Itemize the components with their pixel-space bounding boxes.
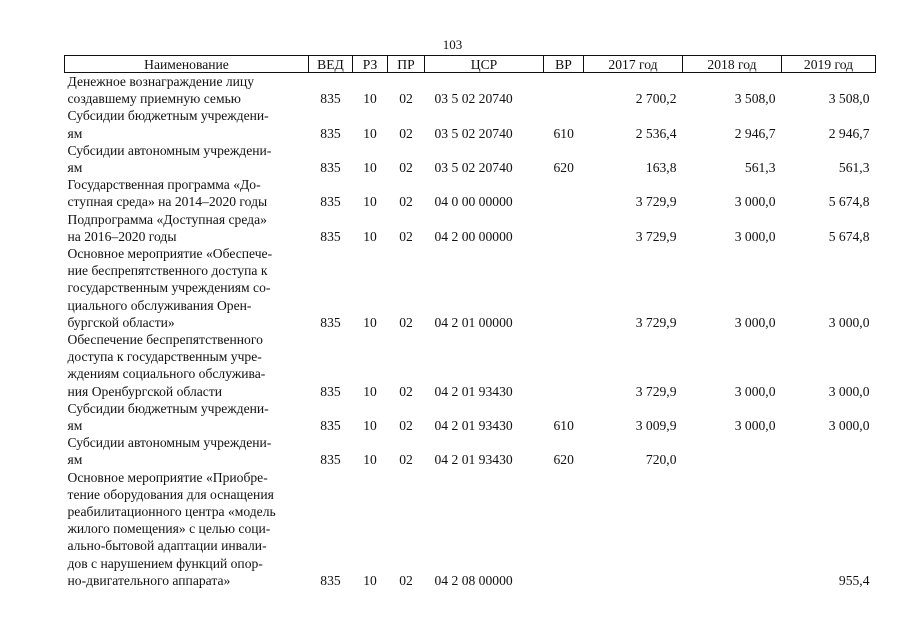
- table-row: [65, 142, 876, 176]
- cell-pr: 02: [399, 314, 413, 330]
- column-header-2018: 2018 год: [683, 56, 782, 73]
- row-name-line: Государственная программа «До-: [67, 177, 261, 193]
- table-row: [65, 73, 876, 108]
- cell-ved: 835: [320, 452, 341, 468]
- cell-2018: 561,3: [744, 160, 776, 176]
- row-name: [65, 176, 309, 210]
- row-name-line: но-двигательного аппарата»: [67, 572, 231, 588]
- row-name-line: циального обслуживания Орен-: [67, 297, 252, 313]
- cell-2017: 2 700,2: [635, 91, 677, 107]
- column-header-name: Наименование: [65, 56, 309, 73]
- cell-2019: 2 946,7: [828, 125, 870, 141]
- cell-2018: 3 000,0: [734, 314, 776, 330]
- cell-pr: 02: [399, 160, 413, 176]
- cell-pr: 02: [399, 383, 413, 399]
- cell-2018: 3 508,0: [734, 91, 776, 107]
- table-row: [65, 245, 876, 331]
- row-name: [65, 73, 309, 108]
- cell-rz: 10: [363, 383, 377, 399]
- column-header-rz: РЗ: [353, 56, 388, 73]
- cell-2017: 163,8: [645, 160, 677, 176]
- table-row: [65, 211, 876, 245]
- cell-ved: 835: [320, 228, 341, 244]
- cell-2018: 3 000,0: [734, 228, 776, 244]
- cell-ved: 835: [320, 383, 341, 399]
- row-name-line: ям: [67, 418, 83, 434]
- budget-table: [64, 55, 876, 589]
- cell-ved: 835: [320, 194, 341, 210]
- cell-ved: 835: [320, 160, 341, 176]
- cell-csr: 04 2 08 00000: [434, 572, 513, 588]
- row-name: [65, 107, 309, 141]
- row-name: [65, 469, 309, 589]
- cell-2019: 955,4: [838, 572, 870, 588]
- row-name-line: создавшему приемную семью: [67, 91, 241, 107]
- column-header-vr: ВР: [544, 56, 584, 73]
- row-name: [65, 434, 309, 468]
- cell-2019: 561,3: [838, 160, 870, 176]
- cell-2019: 3 000,0: [828, 418, 870, 434]
- cell-vr: [544, 211, 584, 245]
- cell-csr: 03 5 02 20740: [434, 160, 513, 176]
- row-name-line: Подпрограмма «Доступная среда»: [67, 211, 267, 227]
- cell-rz: 10: [363, 418, 377, 434]
- row-name-line: Субсидии бюджетным учреждени-: [67, 108, 269, 124]
- row-name-line: Основное мероприятие «Приобре-: [67, 469, 268, 485]
- column-header-ved: ВЕД: [309, 56, 353, 73]
- cell-2019: 3 508,0: [828, 91, 870, 107]
- row-name-line: тение оборудования для оснащения: [67, 486, 274, 502]
- cell-2018: 2 946,7: [734, 125, 776, 141]
- cell-csr: 03 5 02 20740: [434, 125, 513, 141]
- table-row: [65, 107, 876, 141]
- cell-2017: 720,0: [645, 452, 677, 468]
- cell-rz: 10: [363, 125, 377, 141]
- cell-rz: 10: [363, 228, 377, 244]
- cell-ved: 835: [320, 418, 341, 434]
- table-row: [65, 331, 876, 400]
- cell-2017: 3 729,9: [635, 383, 677, 399]
- row-name-line: дов с нарушением функций опор-: [67, 555, 263, 571]
- cell-csr: 04 2 01 00000: [434, 314, 513, 330]
- cell-2018: 3 000,0: [734, 194, 776, 210]
- row-name-line: Обеспечение беспрепятственного: [67, 332, 263, 348]
- cell-rz: 10: [363, 91, 377, 107]
- cell-pr: 02: [399, 228, 413, 244]
- cell-pr: 02: [399, 572, 413, 588]
- row-name-line: Основное мероприятие «Обеспече-: [67, 246, 273, 262]
- row-name-line: бургской области»: [67, 314, 175, 330]
- row-name-line: Субсидии автономным учреждени-: [67, 435, 272, 451]
- row-name: [65, 245, 309, 331]
- cell-2017: 3 729,9: [635, 228, 677, 244]
- cell-vr: [544, 73, 584, 108]
- row-name-line: Денежное вознаграждение лицу: [67, 74, 255, 89]
- column-header-2019: 2019 год: [782, 56, 876, 73]
- cell-ved: 835: [320, 314, 341, 330]
- cell-2019: 3 000,0: [828, 314, 870, 330]
- cell-pr: 02: [399, 125, 413, 141]
- cell-vr: 610: [553, 418, 574, 434]
- cell-ved: 835: [320, 125, 341, 141]
- cell-pr: 02: [399, 91, 413, 107]
- cell-pr: 02: [399, 418, 413, 434]
- cell-2017: 3 729,9: [635, 314, 677, 330]
- cell-2019: [782, 434, 876, 468]
- cell-rz: 10: [363, 572, 377, 588]
- row-name: [65, 142, 309, 176]
- table-row: [65, 400, 876, 434]
- cell-2017: 3 009,9: [635, 418, 677, 434]
- cell-pr: 02: [399, 452, 413, 468]
- row-name-line: ждениям социального обслужива-: [67, 366, 266, 382]
- row-name-line: ступная среда» на 2014–2020 годы: [67, 194, 268, 210]
- row-name-line: реабилитационного центра «модель: [67, 504, 276, 520]
- column-header-2017: 2017 год: [584, 56, 683, 73]
- row-name-line: ния Оренбургской области: [67, 383, 223, 399]
- row-name-line: ям: [67, 125, 83, 141]
- cell-rz: 10: [363, 194, 377, 210]
- column-header-pr: ПР: [388, 56, 425, 73]
- cell-2019: 5 674,8: [828, 228, 870, 244]
- cell-rz: 10: [363, 160, 377, 176]
- cell-2018: [683, 469, 782, 589]
- cell-vr: 610: [553, 125, 574, 141]
- cell-csr: 03 5 02 20740: [434, 91, 513, 107]
- table-row: [65, 434, 876, 468]
- row-name: [65, 331, 309, 400]
- cell-2019: 5 674,8: [828, 194, 870, 210]
- table-header-row: [65, 56, 876, 73]
- cell-rz: 10: [363, 314, 377, 330]
- cell-csr: 04 2 01 93430: [434, 383, 513, 399]
- page-number: 103: [442, 37, 463, 52]
- table-row: [65, 176, 876, 210]
- row-name-line: Субсидии автономным учреждени-: [67, 142, 272, 158]
- cell-vr: [544, 176, 584, 210]
- cell-csr: 04 0 00 00000: [434, 194, 513, 210]
- cell-2017: 2 536,4: [635, 125, 677, 141]
- row-name-line: жилого помещения» с целью соци-: [67, 521, 271, 537]
- cell-pr: 02: [399, 194, 413, 210]
- row-name-line: ям: [67, 452, 83, 468]
- row-name-line: Субсидии бюджетным учреждени-: [67, 400, 269, 416]
- cell-csr: 04 2 00 00000: [434, 228, 513, 244]
- cell-2018: 3 000,0: [734, 383, 776, 399]
- cell-2017: [584, 469, 683, 589]
- row-name-line: ям: [67, 160, 83, 176]
- row-name-line: ально-бытовой адаптации инвали-: [67, 538, 267, 554]
- cell-csr: 04 2 01 93430: [434, 452, 513, 468]
- cell-vr: [544, 469, 584, 589]
- cell-ved: 835: [320, 572, 341, 588]
- row-name-line: доступа к государственным учре-: [67, 349, 262, 365]
- cell-2018: [683, 434, 782, 468]
- cell-ved: 835: [320, 91, 341, 107]
- cell-csr: 04 2 01 93430: [434, 418, 513, 434]
- row-name-line: ние беспрепятственного доступа к: [67, 263, 268, 279]
- row-name: [65, 211, 309, 245]
- cell-2018: 3 000,0: [734, 418, 776, 434]
- row-name-line: государственным учреждениям со-: [67, 280, 271, 296]
- table-row: [65, 469, 876, 589]
- row-name: [65, 400, 309, 434]
- table-body: [65, 73, 876, 590]
- cell-rz: 10: [363, 452, 377, 468]
- cell-vr: 620: [553, 452, 574, 468]
- row-name-line: на 2016–2020 годы: [67, 228, 177, 244]
- cell-vr: [544, 245, 584, 331]
- cell-2017: 3 729,9: [635, 194, 677, 210]
- cell-vr: 620: [553, 160, 574, 176]
- cell-2019: 3 000,0: [828, 383, 870, 399]
- cell-vr: [544, 331, 584, 400]
- column-header-csr: ЦСР: [425, 56, 544, 73]
